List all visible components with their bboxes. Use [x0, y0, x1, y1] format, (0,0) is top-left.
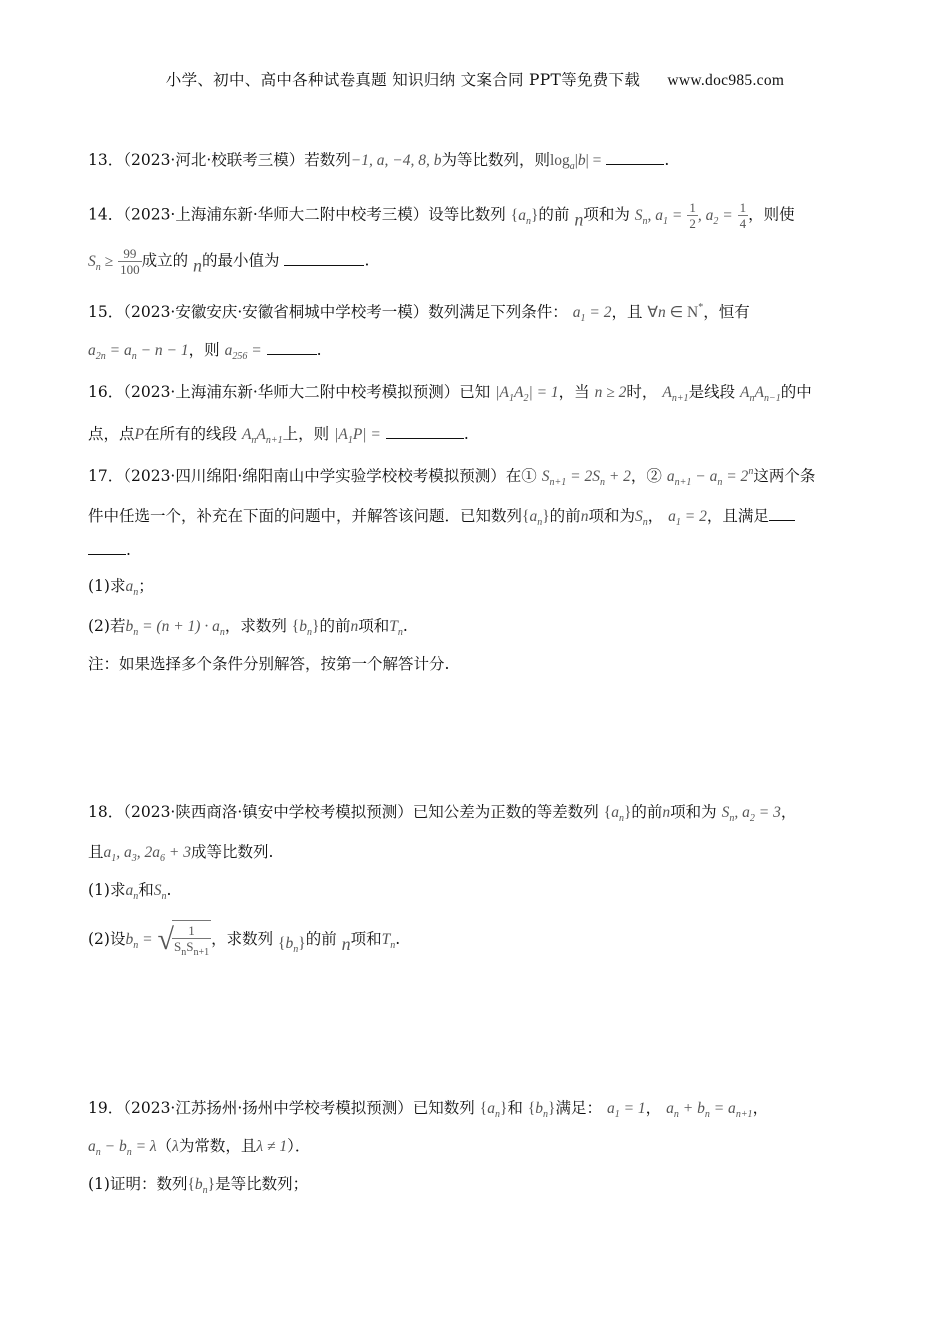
question-16-line-2: 点，点P在所有的线段 $A_nA_{n+1}$上，则 $|A_1P|$ = .: [88, 425, 469, 446]
question-18-line-2: 且$a_1$, $a_3$, $2a_6 + 3$成等比数列.: [88, 843, 274, 864]
question-17-part-2: (2)若$b_n = (n + 1) \cdot a_n$，求数列 $\{b_n\}$的前n项和$T_n$.: [88, 617, 408, 638]
header-url[interactable]: www.doc985.com: [667, 72, 785, 89]
question-19-line-1: 19．（2023·江苏扬州·扬州中学校考模拟预测）已知数列 $\{a_n\}$和 $\{b_n\}$满足： $a_1 = 1$， $a_n + b_n = a_{n+1}$，: [88, 1099, 769, 1120]
question-16-line-1: 16．（2023·上海浦东新·华师大二附中校考模拟预测）已知 $|A_1A_2| = 1$，当 n ≥ 2时， $A_{n+1}$是线段 $A_nA_{n-1}$的中: [88, 383, 812, 404]
question-17-line-3: .: [88, 540, 131, 559]
header-text: 小学、初中、高中各种试卷真题 知识归纳 文案合同 PPT等免费下载: [165, 71, 641, 89]
log-expr: $\log_a|b|$ =: [549, 152, 602, 172]
question-14-line-2: $S_n$ ≥ $\frac{99}{100}$ 成立的 n的最小值为 .: [88, 246, 370, 277]
question-18-line-1: 18．（2023·陕西商洛·镇安中学校考模拟预测）已知公差为正数的等差数列 $\{a_n\}$的前n项和为 $S_n$, $a_2 = 3$，: [88, 803, 797, 824]
question-19-line-2: $a_n - b_n = \lambda(\lambda$为常数，且λ ≠ 1）．: [88, 1137, 311, 1158]
question-17-part-1: (1)求$a_n$；: [88, 577, 154, 598]
answer-blank[interactable]: [284, 251, 364, 266]
question-15-line-2: $a_{2n} = a_n - n - 1$，则 $a_{256}$ = .: [88, 341, 322, 362]
question-13: 13．（2023·河北·校联考三模）若数列−1, a, −4, 8, b为等比数列，则$\log_a|b|$ = .: [88, 151, 670, 172]
answer-blank-cont[interactable]: [88, 540, 126, 555]
question-15-line-1: 15．（2023·安徽安庆·安徽省桐城中学校考一模）数列满足下列条件： $a_1 = 2$，且 ∀n ∈ N*，恒有: [88, 302, 750, 324]
question-18-part-2: (2)设$b_n$ = √ $\frac{1}{S_nS_{n+1}}$ ，求数列 $\{b_n\}$的前 n项和$T_n$.: [88, 920, 400, 960]
question-17-line-2: 件中任选一个，补充在下面的问题中，并解答该问题．已知数列$\{a_n\}$的前n项和为$S_n$， $a_1 = 2$，且满足: [88, 504, 795, 528]
answer-blank[interactable]: [606, 150, 664, 165]
answer-blank[interactable]: [267, 340, 317, 355]
question-17-line-1: 17．（2023·四川绵阳·绵阳南山中学实验学校校考模拟预测）在① $S_{n+1} = 2S_n + 2$，② $a_{n+1} - a_n = 2^n$这两个条: [88, 466, 816, 488]
sequence-expr: −1, a, −4, 8, b: [350, 152, 442, 169]
question-19-part-1: (1)证明：数列$\{b_n\}$是等比数列；: [88, 1175, 309, 1196]
question-14-line-1: 14．（2023·上海浦东新·华师大二附中校考三模）设等比数列 $\{a_n\}$的前 n项和为 $S_n$, $a_1$ = $\frac{1}{2}$ , $a_2$ = $\frac{1}{4}$ ，则使: [88, 200, 795, 231]
page-header: [0, 68, 950, 90]
question-17-note: 注：如果选择多个条件分别解答，按第一个解答计分.: [88, 655, 450, 673]
answer-blank[interactable]: [386, 424, 464, 439]
question-18-part-1: (1)求$a_n$和$S_n$.: [88, 881, 172, 902]
answer-blank[interactable]: [769, 506, 795, 521]
